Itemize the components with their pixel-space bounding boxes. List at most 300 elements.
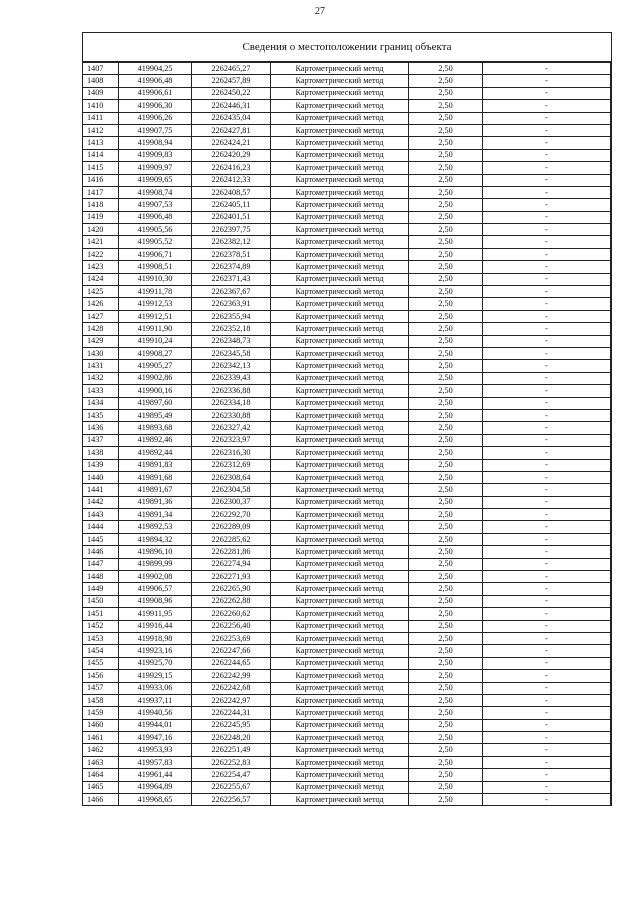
x-coordinate-cell: 419906,48 xyxy=(119,75,192,87)
note-cell: - xyxy=(483,732,611,744)
note-cell: - xyxy=(483,558,611,570)
method-cell: Картометрический метод xyxy=(271,286,409,298)
accuracy-cell: 2,50 xyxy=(409,434,483,446)
table-row xyxy=(83,459,611,471)
point-number-cell: 1458 xyxy=(83,694,119,706)
note-cell: - xyxy=(483,707,611,719)
method-cell: Картометрический метод xyxy=(271,682,409,694)
method-cell: Картометрический метод xyxy=(271,385,409,397)
x-coordinate-cell: 419909,83 xyxy=(119,149,192,161)
method-cell: Картометрический метод xyxy=(271,583,409,595)
table-row xyxy=(83,63,611,75)
table-row xyxy=(83,571,611,583)
point-number-cell: 1408 xyxy=(83,75,119,87)
method-cell: Картометрический метод xyxy=(271,707,409,719)
point-number-cell: 1444 xyxy=(83,521,119,533)
table-title: Сведения о местоположении границ объекта xyxy=(83,33,611,62)
point-number-cell: 1457 xyxy=(83,682,119,694)
table-row xyxy=(83,719,611,731)
method-cell: Картометрический метод xyxy=(271,608,409,620)
y-coordinate-cell: 2262382,12 xyxy=(192,236,271,248)
note-cell: - xyxy=(483,124,611,136)
table-row xyxy=(83,620,611,632)
table-row xyxy=(83,174,611,186)
x-coordinate-cell: 419900,16 xyxy=(119,385,192,397)
accuracy-cell: 2,50 xyxy=(409,496,483,508)
note-cell: - xyxy=(483,273,611,285)
point-number-cell: 1460 xyxy=(83,719,119,731)
x-coordinate-cell: 419906,57 xyxy=(119,583,192,595)
point-number-cell: 1417 xyxy=(83,186,119,198)
accuracy-cell: 2,50 xyxy=(409,595,483,607)
x-coordinate-cell: 419897,60 xyxy=(119,397,192,409)
accuracy-cell: 2,50 xyxy=(409,422,483,434)
method-cell: Картометрический метод xyxy=(271,137,409,149)
coordinates-table-body xyxy=(83,63,611,806)
table-row xyxy=(83,372,611,384)
table-row xyxy=(83,509,611,521)
y-coordinate-cell: 2262378,51 xyxy=(192,248,271,260)
accuracy-cell: 2,50 xyxy=(409,372,483,384)
note-cell: - xyxy=(483,595,611,607)
note-cell: - xyxy=(483,347,611,359)
point-number-cell: 1448 xyxy=(83,571,119,583)
accuracy-cell: 2,50 xyxy=(409,87,483,99)
table-row xyxy=(83,422,611,434)
accuracy-cell: 2,50 xyxy=(409,112,483,124)
accuracy-cell: 2,50 xyxy=(409,546,483,558)
table-row xyxy=(83,447,611,459)
x-coordinate-cell: 419906,26 xyxy=(119,112,192,124)
point-number-cell: 1441 xyxy=(83,484,119,496)
method-cell: Картометрический метод xyxy=(271,459,409,471)
x-coordinate-cell: 419891,68 xyxy=(119,471,192,483)
y-coordinate-cell: 2262265,90 xyxy=(192,583,271,595)
accuracy-cell: 2,50 xyxy=(409,781,483,793)
x-coordinate-cell: 419894,32 xyxy=(119,533,192,545)
x-coordinate-cell: 419891,83 xyxy=(119,459,192,471)
accuracy-cell: 2,50 xyxy=(409,149,483,161)
table-row xyxy=(83,608,611,620)
y-coordinate-cell: 2262435,04 xyxy=(192,112,271,124)
point-number-cell: 1432 xyxy=(83,372,119,384)
y-coordinate-cell: 2262412,33 xyxy=(192,174,271,186)
table-row xyxy=(83,87,611,99)
accuracy-cell: 2,50 xyxy=(409,199,483,211)
point-number-cell: 1439 xyxy=(83,459,119,471)
y-coordinate-cell: 2262256,40 xyxy=(192,620,271,632)
point-number-cell: 1465 xyxy=(83,781,119,793)
method-cell: Картометрический метод xyxy=(271,323,409,335)
accuracy-cell: 2,50 xyxy=(409,670,483,682)
x-coordinate-cell: 419912,53 xyxy=(119,298,192,310)
y-coordinate-cell: 2262245,95 xyxy=(192,719,271,731)
x-coordinate-cell: 419923,16 xyxy=(119,645,192,657)
y-coordinate-cell: 2262300,37 xyxy=(192,496,271,508)
table-row xyxy=(83,781,611,793)
y-coordinate-cell: 2262292,70 xyxy=(192,509,271,521)
method-cell: Картометрический метод xyxy=(271,484,409,496)
x-coordinate-cell: 419892,44 xyxy=(119,447,192,459)
point-number-cell: 1428 xyxy=(83,323,119,335)
y-coordinate-cell: 2262420,29 xyxy=(192,149,271,161)
accuracy-cell: 2,50 xyxy=(409,533,483,545)
table-row xyxy=(83,100,611,112)
accuracy-cell: 2,50 xyxy=(409,409,483,421)
x-coordinate-cell: 419906,48 xyxy=(119,211,192,223)
method-cell: Картометрический метод xyxy=(271,360,409,372)
x-coordinate-cell: 419908,94 xyxy=(119,137,192,149)
y-coordinate-cell: 2262405,11 xyxy=(192,199,271,211)
table-row xyxy=(83,794,611,806)
coordinates-table xyxy=(82,62,611,806)
table-row xyxy=(83,211,611,223)
method-cell: Картометрический метод xyxy=(271,496,409,508)
y-coordinate-cell: 2262345,58 xyxy=(192,347,271,359)
table-row xyxy=(83,546,611,558)
method-cell: Картометрический метод xyxy=(271,558,409,570)
x-coordinate-cell: 419925,70 xyxy=(119,657,192,669)
accuracy-cell: 2,50 xyxy=(409,484,483,496)
point-number-cell: 1459 xyxy=(83,707,119,719)
y-coordinate-cell: 2262352,18 xyxy=(192,323,271,335)
y-coordinate-cell: 2262427,81 xyxy=(192,124,271,136)
y-coordinate-cell: 2262363,91 xyxy=(192,298,271,310)
method-cell: Картометрический метод xyxy=(271,63,409,75)
point-number-cell: 1461 xyxy=(83,732,119,744)
y-coordinate-cell: 2262416,23 xyxy=(192,162,271,174)
point-number-cell: 1410 xyxy=(83,100,119,112)
y-coordinate-cell: 2262242,97 xyxy=(192,694,271,706)
x-coordinate-cell: 419953,93 xyxy=(119,744,192,756)
accuracy-cell: 2,50 xyxy=(409,632,483,644)
accuracy-cell: 2,50 xyxy=(409,571,483,583)
table-row xyxy=(83,75,611,87)
point-number-cell: 1450 xyxy=(83,595,119,607)
method-cell: Картометрический метод xyxy=(271,509,409,521)
y-coordinate-cell: 2262424,21 xyxy=(192,137,271,149)
y-coordinate-cell: 2262285,62 xyxy=(192,533,271,545)
y-coordinate-cell: 2262248,20 xyxy=(192,732,271,744)
point-number-cell: 1436 xyxy=(83,422,119,434)
x-coordinate-cell: 419893,68 xyxy=(119,422,192,434)
accuracy-cell: 2,50 xyxy=(409,719,483,731)
point-number-cell: 1425 xyxy=(83,286,119,298)
table-row xyxy=(83,323,611,335)
table-row xyxy=(83,347,611,359)
table-row xyxy=(83,273,611,285)
y-coordinate-cell: 2262334,18 xyxy=(192,397,271,409)
note-cell: - xyxy=(483,657,611,669)
point-number-cell: 1442 xyxy=(83,496,119,508)
note-cell: - xyxy=(483,261,611,273)
method-cell: Картометрический метод xyxy=(271,236,409,248)
method-cell: Картометрический метод xyxy=(271,75,409,87)
accuracy-cell: 2,50 xyxy=(409,137,483,149)
x-coordinate-cell: 419891,34 xyxy=(119,509,192,521)
method-cell: Картометрический метод xyxy=(271,546,409,558)
accuracy-cell: 2,50 xyxy=(409,261,483,273)
table-row xyxy=(83,756,611,768)
note-cell: - xyxy=(483,298,611,310)
accuracy-cell: 2,50 xyxy=(409,298,483,310)
accuracy-cell: 2,50 xyxy=(409,769,483,781)
point-number-cell: 1446 xyxy=(83,546,119,558)
note-cell: - xyxy=(483,620,611,632)
y-coordinate-cell: 2262336,88 xyxy=(192,385,271,397)
method-cell: Картометрический метод xyxy=(271,521,409,533)
note-cell: - xyxy=(483,756,611,768)
note-cell: - xyxy=(483,224,611,236)
y-coordinate-cell: 2262355,94 xyxy=(192,310,271,322)
x-coordinate-cell: 419899,99 xyxy=(119,558,192,570)
accuracy-cell: 2,50 xyxy=(409,732,483,744)
point-number-cell: 1440 xyxy=(83,471,119,483)
method-cell: Картометрический метод xyxy=(271,719,409,731)
accuracy-cell: 2,50 xyxy=(409,174,483,186)
y-coordinate-cell: 2262312,69 xyxy=(192,459,271,471)
note-cell: - xyxy=(483,459,611,471)
x-coordinate-cell: 419896,10 xyxy=(119,546,192,558)
accuracy-cell: 2,50 xyxy=(409,459,483,471)
accuracy-cell: 2,50 xyxy=(409,447,483,459)
table-row xyxy=(83,236,611,248)
table-row xyxy=(83,186,611,198)
y-coordinate-cell: 2262401,51 xyxy=(192,211,271,223)
method-cell: Картометрический метод xyxy=(271,298,409,310)
table-row xyxy=(83,471,611,483)
x-coordinate-cell: 419891,36 xyxy=(119,496,192,508)
note-cell: - xyxy=(483,546,611,558)
table-row xyxy=(83,558,611,570)
point-number-cell: 1456 xyxy=(83,670,119,682)
accuracy-cell: 2,50 xyxy=(409,323,483,335)
x-coordinate-cell: 419911,78 xyxy=(119,286,192,298)
x-coordinate-cell: 419944,01 xyxy=(119,719,192,731)
note-cell: - xyxy=(483,310,611,322)
x-coordinate-cell: 419895,49 xyxy=(119,409,192,421)
table-row xyxy=(83,137,611,149)
table-row xyxy=(83,694,611,706)
note-cell: - xyxy=(483,781,611,793)
table-row xyxy=(83,595,611,607)
note-cell: - xyxy=(483,571,611,583)
y-coordinate-cell: 2262371,43 xyxy=(192,273,271,285)
note-cell: - xyxy=(483,174,611,186)
y-coordinate-cell: 2262457,89 xyxy=(192,75,271,87)
y-coordinate-cell: 2262342,13 xyxy=(192,360,271,372)
table-row xyxy=(83,261,611,273)
table-row xyxy=(83,199,611,211)
x-coordinate-cell: 419908,96 xyxy=(119,595,192,607)
x-coordinate-cell: 419933,06 xyxy=(119,682,192,694)
table-row xyxy=(83,732,611,744)
note-cell: - xyxy=(483,484,611,496)
x-coordinate-cell: 419911,90 xyxy=(119,323,192,335)
x-coordinate-cell: 419961,44 xyxy=(119,769,192,781)
point-number-cell: 1424 xyxy=(83,273,119,285)
x-coordinate-cell: 419905,52 xyxy=(119,236,192,248)
method-cell: Картометрический метод xyxy=(271,447,409,459)
x-coordinate-cell: 419940,56 xyxy=(119,707,192,719)
point-number-cell: 1452 xyxy=(83,620,119,632)
table-row xyxy=(83,533,611,545)
method-cell: Картометрический метод xyxy=(271,632,409,644)
y-coordinate-cell: 2262330,88 xyxy=(192,409,271,421)
point-number-cell: 1466 xyxy=(83,794,119,806)
table-row xyxy=(83,682,611,694)
x-coordinate-cell: 419902,86 xyxy=(119,372,192,384)
note-cell: - xyxy=(483,286,611,298)
table-row xyxy=(83,298,611,310)
note-cell: - xyxy=(483,694,611,706)
note-cell: - xyxy=(483,744,611,756)
accuracy-cell: 2,50 xyxy=(409,744,483,756)
table-row xyxy=(83,112,611,124)
note-cell: - xyxy=(483,645,611,657)
x-coordinate-cell: 419905,56 xyxy=(119,224,192,236)
x-coordinate-cell: 419906,61 xyxy=(119,87,192,99)
point-number-cell: 1434 xyxy=(83,397,119,409)
x-coordinate-cell: 419937,11 xyxy=(119,694,192,706)
table-row xyxy=(83,310,611,322)
method-cell: Картометрический метод xyxy=(271,347,409,359)
method-cell: Картометрический метод xyxy=(271,335,409,347)
y-coordinate-cell: 2262465,27 xyxy=(192,63,271,75)
method-cell: Картометрический метод xyxy=(271,100,409,112)
y-coordinate-cell: 2262252,83 xyxy=(192,756,271,768)
table-row xyxy=(83,657,611,669)
note-cell: - xyxy=(483,248,611,260)
method-cell: Картометрический метод xyxy=(271,261,409,273)
note-cell: - xyxy=(483,682,611,694)
method-cell: Картометрический метод xyxy=(271,422,409,434)
point-number-cell: 1455 xyxy=(83,657,119,669)
y-coordinate-cell: 2262323,97 xyxy=(192,434,271,446)
point-number-cell: 1411 xyxy=(83,112,119,124)
accuracy-cell: 2,50 xyxy=(409,100,483,112)
method-cell: Картометрический метод xyxy=(271,162,409,174)
point-number-cell: 1413 xyxy=(83,137,119,149)
method-cell: Картометрический метод xyxy=(271,248,409,260)
accuracy-cell: 2,50 xyxy=(409,211,483,223)
y-coordinate-cell: 2262339,43 xyxy=(192,372,271,384)
note-cell: - xyxy=(483,360,611,372)
page-number: 27 xyxy=(315,6,325,17)
accuracy-cell: 2,50 xyxy=(409,335,483,347)
x-coordinate-cell: 419918,98 xyxy=(119,632,192,644)
table-row xyxy=(83,335,611,347)
method-cell: Картометрический метод xyxy=(271,471,409,483)
x-coordinate-cell: 419906,71 xyxy=(119,248,192,260)
accuracy-cell: 2,50 xyxy=(409,224,483,236)
accuracy-cell: 2,50 xyxy=(409,360,483,372)
note-cell: - xyxy=(483,397,611,409)
table-row xyxy=(83,632,611,644)
accuracy-cell: 2,50 xyxy=(409,620,483,632)
x-coordinate-cell: 419911,95 xyxy=(119,608,192,620)
note-cell: - xyxy=(483,632,611,644)
method-cell: Картометрический метод xyxy=(271,756,409,768)
table-row xyxy=(83,360,611,372)
accuracy-cell: 2,50 xyxy=(409,558,483,570)
y-coordinate-cell: 2262271,93 xyxy=(192,571,271,583)
y-coordinate-cell: 2262289,09 xyxy=(192,521,271,533)
method-cell: Картометрический метод xyxy=(271,224,409,236)
method-cell: Картометрический метод xyxy=(271,620,409,632)
accuracy-cell: 2,50 xyxy=(409,124,483,136)
method-cell: Картометрический метод xyxy=(271,409,409,421)
x-coordinate-cell: 419912,51 xyxy=(119,310,192,322)
y-coordinate-cell: 2262397,75 xyxy=(192,224,271,236)
note-cell: - xyxy=(483,719,611,731)
x-coordinate-cell: 419907,75 xyxy=(119,124,192,136)
note-cell: - xyxy=(483,670,611,682)
accuracy-cell: 2,50 xyxy=(409,521,483,533)
accuracy-cell: 2,50 xyxy=(409,236,483,248)
table-row xyxy=(83,162,611,174)
table-row xyxy=(83,707,611,719)
y-coordinate-cell: 2262244,65 xyxy=(192,657,271,669)
point-number-cell: 1431 xyxy=(83,360,119,372)
note-cell: - xyxy=(483,583,611,595)
y-coordinate-cell: 2262255,67 xyxy=(192,781,271,793)
accuracy-cell: 2,50 xyxy=(409,63,483,75)
point-number-cell: 1420 xyxy=(83,224,119,236)
point-number-cell: 1416 xyxy=(83,174,119,186)
x-coordinate-cell: 419964,89 xyxy=(119,781,192,793)
table-row xyxy=(83,149,611,161)
accuracy-cell: 2,50 xyxy=(409,347,483,359)
note-cell: - xyxy=(483,323,611,335)
x-coordinate-cell: 419902,08 xyxy=(119,571,192,583)
y-coordinate-cell: 2262304,58 xyxy=(192,484,271,496)
accuracy-cell: 2,50 xyxy=(409,471,483,483)
method-cell: Картометрический метод xyxy=(271,571,409,583)
method-cell: Картометрический метод xyxy=(271,645,409,657)
y-coordinate-cell: 2262260,62 xyxy=(192,608,271,620)
note-cell: - xyxy=(483,186,611,198)
method-cell: Картометрический метод xyxy=(271,199,409,211)
method-cell: Картометрический метод xyxy=(271,186,409,198)
x-coordinate-cell: 419905,27 xyxy=(119,360,192,372)
point-number-cell: 1454 xyxy=(83,645,119,657)
point-number-cell: 1418 xyxy=(83,199,119,211)
point-number-cell: 1449 xyxy=(83,583,119,595)
point-number-cell: 1421 xyxy=(83,236,119,248)
table-row xyxy=(83,286,611,298)
y-coordinate-cell: 2262244,31 xyxy=(192,707,271,719)
method-cell: Картометрический метод xyxy=(271,149,409,161)
method-cell: Картометрический метод xyxy=(271,769,409,781)
x-coordinate-cell: 419892,53 xyxy=(119,521,192,533)
y-coordinate-cell: 2262253,69 xyxy=(192,632,271,644)
method-cell: Картометрический метод xyxy=(271,670,409,682)
x-coordinate-cell: 419910,30 xyxy=(119,273,192,285)
y-coordinate-cell: 2262274,94 xyxy=(192,558,271,570)
point-number-cell: 1422 xyxy=(83,248,119,260)
note-cell: - xyxy=(483,471,611,483)
method-cell: Картометрический метод xyxy=(271,124,409,136)
note-cell: - xyxy=(483,137,611,149)
y-coordinate-cell: 2262242,68 xyxy=(192,682,271,694)
note-cell: - xyxy=(483,533,611,545)
accuracy-cell: 2,50 xyxy=(409,682,483,694)
method-cell: Картометрический метод xyxy=(271,744,409,756)
accuracy-cell: 2,50 xyxy=(409,385,483,397)
y-coordinate-cell: 2262408,57 xyxy=(192,186,271,198)
note-cell: - xyxy=(483,385,611,397)
